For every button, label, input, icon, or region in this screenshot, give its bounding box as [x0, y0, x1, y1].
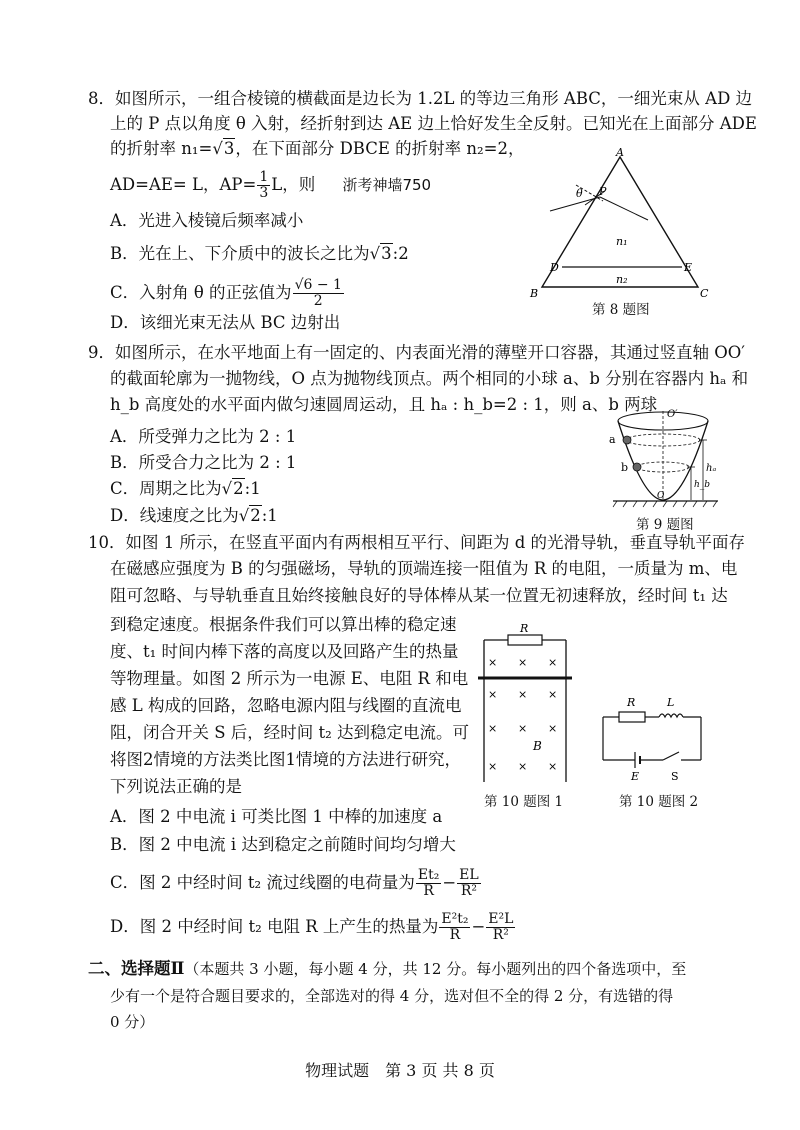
q10-option-a: A．图 2 中电流 i 可类比图 1 中棒的加速度 a	[110, 807, 443, 826]
label-b-field: B	[533, 739, 542, 753]
sqrt2-expr: √2	[221, 479, 244, 498]
q9-line1: 9．如图所示，在水平地面上有一固定的、内表面光滑的薄壁开口容器，其通过竖直轴 OO′	[88, 343, 746, 362]
section2-title: 二、选择题Ⅱ	[88, 959, 185, 978]
field-cross: ×	[548, 722, 558, 735]
label-l: L	[667, 696, 675, 709]
q8-option-d: D．该细光束无法从 BC 边射出	[110, 313, 341, 332]
q8-option-c: C．入射角 θ 的正弦值为 $\frac{√6 - 1}{2}$	[110, 277, 342, 309]
q9-line3: h_b 高度处的水平面内做匀速圆周运动，且 hₐ : h_b=2 : 1，则 a、b 两球	[110, 395, 658, 414]
frac-one-third: $\frac{1}{3}$	[259, 169, 269, 201]
q9-container-figure	[603, 405, 728, 515]
field-cross: ×	[488, 760, 498, 773]
label-p: P	[599, 185, 607, 198]
section2-line3: 0 分）	[110, 1013, 155, 1031]
q9-option-c: C．周期之比为√2:1	[110, 479, 261, 498]
label-r: R	[520, 622, 529, 635]
q10-line2: 在磁感应强度为 B 的匀强磁场，导轨的顶端连接一阻值为 R 的电阻，一质量为 m、电	[110, 559, 738, 578]
frac-e2t2-over-r: $\frac{\text{E²t₂}}{R}$	[441, 911, 469, 943]
q8-line3	[110, 138, 524, 160]
q8-option-a: A．光进入棱镜后频率减小	[110, 211, 304, 230]
q10-line3: 阻可忽略、与导轨垂直且始终接触良好的导体棒从某一位置无初速释放，经时间 t₁ 达	[110, 586, 728, 605]
field-cross: ×	[548, 656, 558, 669]
watermark: 浙考神墙750	[342, 176, 432, 194]
frac-e2l-over-r2: $\frac{\text{E²L}}{\text{R²}}$	[488, 911, 514, 943]
label-d: D	[550, 261, 559, 274]
field-cross: ×	[518, 656, 528, 669]
q10-figure1-rails	[470, 622, 580, 787]
q10-line10: 下列说法正确的是	[110, 777, 242, 796]
q10-line7: 感 L 构成的回路，忽略电源内阻与线圈的直流电	[110, 696, 462, 715]
q8-line4b: L，则	[271, 175, 316, 194]
q8-line3b: ，在下面部分 DBCE 的折射率 n₂=2，	[235, 139, 525, 158]
field-cross: ×	[488, 656, 498, 669]
field-cross: ×	[518, 688, 528, 701]
q8-line4a: AD=AE= L，AP=	[110, 175, 257, 194]
q8-line4	[110, 170, 431, 201]
label-theta: θ	[576, 187, 583, 200]
frac-el-over-r2: $\frac{EL}{\text{R²}}$	[459, 867, 479, 899]
label-ball-b: b	[621, 461, 629, 474]
q10-figure2-circuit	[595, 692, 710, 782]
field-cross: ×	[548, 688, 558, 701]
q8-prism-figure	[520, 145, 720, 320]
q8-line3a: 的折射率 n₁=	[110, 139, 213, 158]
label-o-prime: O′	[667, 409, 678, 420]
label-r2: R	[627, 696, 636, 709]
label-n1: n₁	[616, 235, 628, 248]
q8-caption: 第 8 题图	[592, 302, 650, 318]
q8-line2: 上的 P 点以角度 θ 入射，经折射到达 AE 边上恰好发生全反射。已知光在上面部分 ADE	[110, 114, 757, 133]
q10-option-b: B．图 2 中电流 i 达到稳定之前随时间均匀增大	[110, 835, 456, 854]
frac-sqrt6-minus1-over-2: $\frac{√6 - 1}{2}$	[294, 277, 342, 309]
label-b: B	[530, 287, 539, 300]
q10-line4: 到稳定速度。根据条件我们可以算出棒的稳定速	[110, 615, 457, 634]
sqrt3-expr: √3	[212, 139, 235, 158]
label-hb: h_b	[694, 480, 711, 490]
label-s-switch: S	[671, 770, 679, 782]
sqrt3-expr: √3	[369, 244, 392, 263]
q9-option-a: A．所受弹力之比为 2 : 1	[110, 427, 297, 446]
label-e: E	[684, 261, 693, 274]
section2-line2: 少有一个是符合题目要求的，全部选对的得 4 分，选对但不全的得 2 分，有选错的得	[110, 987, 674, 1005]
label-o: O	[657, 491, 665, 501]
q9-option-b: B．所受合力之比为 2 : 1	[110, 453, 297, 472]
field-cross: ×	[518, 760, 528, 773]
field-cross: ×	[488, 688, 498, 701]
q9-line2: 的截面轮廓为一抛物线，O 点为抛物线顶点。两个相同的小球 a、b 分别在容器内 hₐ 和	[110, 369, 749, 388]
q10-line9: 将图2情境的方法类比图1情境的方法进行研究，	[110, 750, 461, 769]
q10-line5: 度、t₁ 时间内棒下落的高度以及回路产生的热量	[110, 642, 459, 661]
q10-line1: 10．如图 1 所示，在竖直平面内有两根相互平行、间距为 d 的光滑导轨，垂直导轨平面存	[88, 533, 746, 552]
label-c: C	[700, 287, 709, 300]
q10-caption2: 第 10 题图 2	[619, 794, 699, 810]
field-cross: ×	[488, 722, 498, 735]
q8-option-b: B．光在上、下介质中的波长之比为√3:2	[110, 244, 409, 263]
q9-option-d: D．线速度之比为√2:1	[110, 506, 278, 525]
field-cross: ×	[548, 760, 558, 773]
q10-option-d: D．图 2 中经时间 t₂ 电阻 R 上产生的热量为 $\frac{\text{E²t₂}}{R}$ − $\frac{\text{E²L}}{\text{R²}}$	[110, 911, 514, 943]
sqrt2-expr: √2	[238, 506, 261, 525]
q8-line1: 8．如图所示，一组合棱镜的横截面是边长为 1.2L 的等边三角形 ABC，一细光束从 AD 边	[88, 89, 753, 108]
page-footer: 物理试题 第 3 页 共 8 页	[305, 1061, 495, 1080]
frac-et2-over-r: $\frac{\text{Et₂}}{R}$	[417, 867, 440, 899]
label-ha: hₐ	[706, 463, 717, 474]
label-n2: n₂	[616, 273, 628, 286]
q10-caption1: 第 10 题图 1	[484, 794, 564, 810]
label-e-source: E	[631, 770, 640, 782]
q10-line6: 等物理量。如图 2 所示为一电源 E、电阻 R 和电	[110, 669, 469, 688]
label-a: A	[616, 146, 624, 159]
q10-option-c: C．图 2 中经时间 t₂ 流过线圈的电荷量为 $\frac{\text{Et₂}}{R}$ − $\frac{EL}{\text{R²}}$	[110, 867, 479, 899]
label-ball-a: a	[609, 433, 616, 446]
q10-line8: 阻，闭合开关 S 后，经时间 t₂ 达到稳定电流。可	[110, 723, 470, 742]
section2-line1: 二、选择题Ⅱ（本题共 3 小题，每小题 4 分，共 12 分。每小题列出的四个备选项中，至	[88, 959, 687, 978]
field-cross: ×	[518, 722, 528, 735]
q9-caption: 第 9 题图	[636, 517, 694, 533]
